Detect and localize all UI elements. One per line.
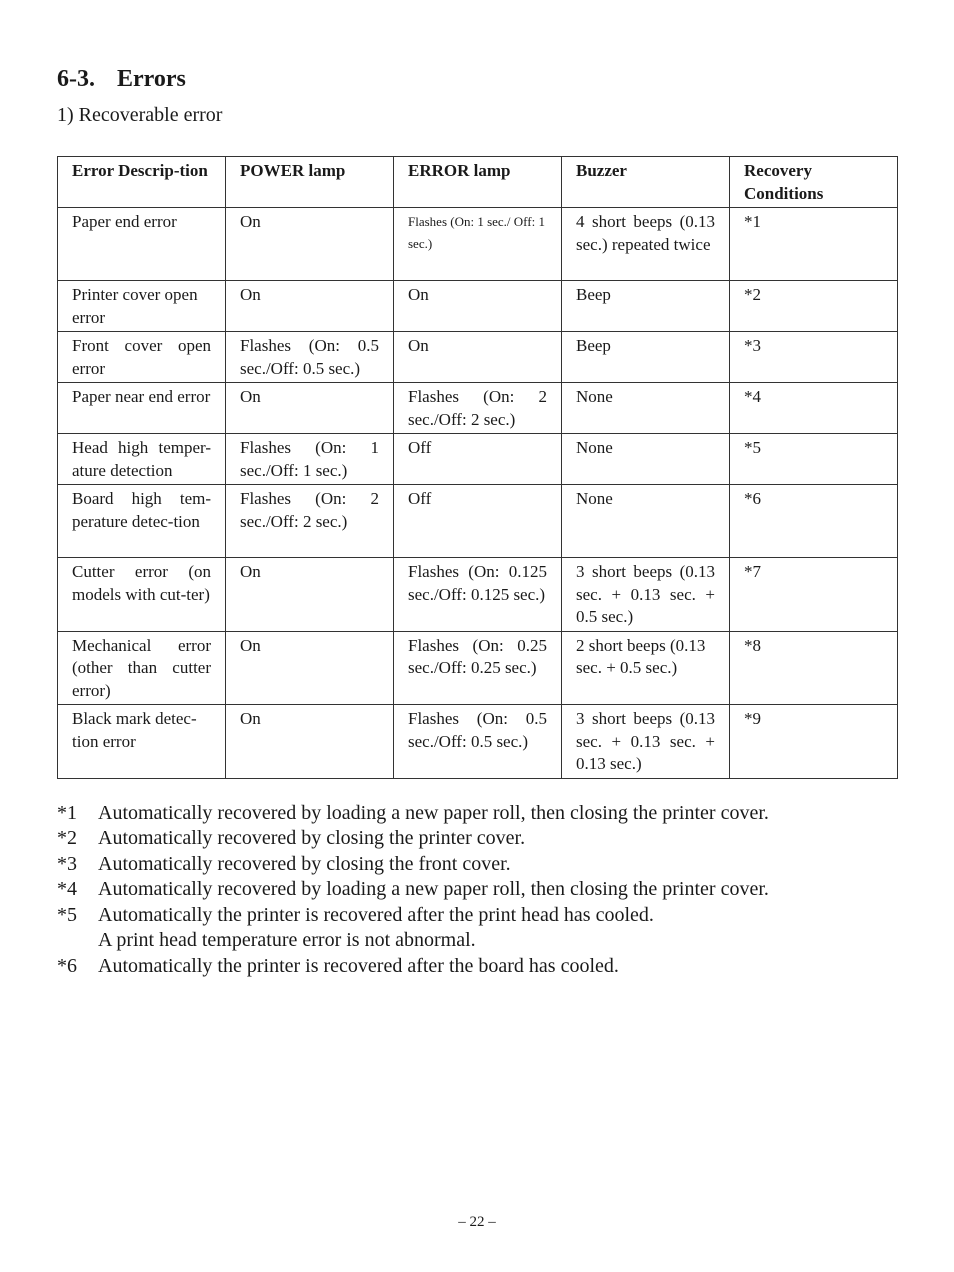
cell-buzzer: None — [562, 383, 730, 434]
table-row — [58, 558, 898, 632]
footnote-text: Automatically the printer is recovered after the board has cooled. — [98, 954, 619, 977]
cell-error-description: Head high temper-ature detection — [58, 434, 226, 485]
cell-power-lamp: Flashes (On: 2 sec./Off: 2 sec.) — [226, 485, 394, 558]
header-recovery-conditions: Recovery Conditions — [730, 157, 898, 208]
header-buzzer: Buzzer — [562, 157, 730, 208]
subheading: 1) Recoverable error — [57, 104, 223, 126]
cell-error-description: Black mark detec-tion error — [58, 705, 226, 779]
cell-error-lamp: Off — [394, 434, 562, 485]
cell-error-description: Board high tem-perature detec-tion — [58, 485, 226, 558]
footnote — [57, 852, 898, 878]
header-error-description: Error Descrip-tion — [58, 157, 226, 208]
footnote-mark: *3 — [57, 852, 77, 875]
footnote-text: Automatically recovered by loading a new paper roll, then closing the printer cover. — [98, 801, 769, 824]
cell-recovery: *2 — [730, 281, 898, 332]
footnotes — [57, 801, 898, 980]
cell-power-lamp: On — [226, 631, 394, 705]
cell-power-lamp: Flashes (On: 0.5 sec./Off: 0.5 sec.) — [226, 332, 394, 383]
table-row — [58, 434, 898, 485]
cell-recovery: *1 — [730, 208, 898, 281]
cell-recovery: *8 — [730, 631, 898, 705]
cell-power-lamp: On — [226, 705, 394, 779]
cell-recovery: *5 — [730, 434, 898, 485]
footnote-text-continued: A print head temperature error is not abnormal. — [98, 929, 476, 951]
section-number: 6-3. — [57, 66, 95, 92]
cell-power-lamp: Flashes (On: 1 sec./Off: 1 sec.) — [226, 434, 394, 485]
cell-power-lamp: On — [226, 383, 394, 434]
footnote-mark: *4 — [57, 878, 77, 900]
cell-recovery: *4 — [730, 383, 898, 434]
cell-power-lamp: On — [226, 558, 394, 632]
cell-recovery: *9 — [730, 705, 898, 779]
section-title: Errors — [117, 66, 186, 92]
footnote — [57, 903, 898, 954]
footnote-mark: *1 — [57, 801, 77, 824]
cell-buzzer: None — [562, 434, 730, 485]
table-row — [58, 332, 898, 383]
cell-recovery: *6 — [730, 485, 898, 558]
cell-buzzer: 4 short beeps (0.13 sec.) repeated twice — [562, 208, 730, 281]
error-table — [57, 156, 898, 779]
footnote-mark: *2 — [57, 827, 77, 849]
cell-error-lamp: Flashes (On: 0.25 sec./Off: 0.25 sec.) — [394, 631, 562, 705]
section-heading — [57, 62, 898, 96]
footnote — [57, 954, 898, 980]
footnote-text: Automatically the printer is recovered after the print head has cooled. — [98, 903, 654, 926]
cell-recovery: *3 — [730, 332, 898, 383]
header-error-lamp: ERROR lamp — [394, 157, 562, 208]
cell-buzzer: 2 short beeps (0.13 sec. + 0.5 sec.) — [562, 631, 730, 705]
cell-error-lamp: On — [394, 281, 562, 332]
table-header-row — [58, 157, 898, 208]
table-row — [58, 383, 898, 434]
cell-buzzer: Beep — [562, 332, 730, 383]
cell-error-description: Printer cover open error — [58, 281, 226, 332]
cell-error-description: Paper near end error — [58, 383, 226, 434]
footnote — [57, 877, 898, 903]
cell-power-lamp: On — [226, 208, 394, 281]
table-row — [58, 485, 898, 558]
cell-error-description: Front cover open error — [58, 332, 226, 383]
cell-error-lamp: Flashes (On: 0.5 sec./Off: 0.5 sec.) — [394, 705, 562, 779]
cell-error-description: Mechanical error (other than cutter error) — [58, 631, 226, 705]
cell-error-lamp: Flashes (On: 1 sec./ Off: 1 sec.) — [394, 208, 562, 281]
table-row — [58, 208, 898, 281]
table-row — [58, 705, 898, 779]
cell-error-lamp: Off — [394, 485, 562, 558]
cell-buzzer: None — [562, 485, 730, 558]
cell-power-lamp: On — [226, 281, 394, 332]
cell-buzzer: 3 short beeps (0.13 sec. + 0.13 sec. + 0.5 sec.) — [562, 558, 730, 632]
cell-error-description: Cutter error (on models with cut-ter) — [58, 558, 226, 632]
page-number: – 22 – — [458, 1214, 496, 1230]
document-page — [57, 62, 898, 979]
footnote — [57, 801, 898, 827]
table-row — [58, 281, 898, 332]
header-power-lamp: POWER lamp — [226, 157, 394, 208]
cell-buzzer: 3 short beeps (0.13 sec. + 0.13 sec. + 0.13 sec.) — [562, 705, 730, 779]
cell-error-lamp: Flashes (On: 2 sec./Off: 2 sec.) — [394, 383, 562, 434]
footnote-mark: *6 — [57, 954, 77, 977]
table-row — [58, 631, 898, 705]
footnote — [57, 826, 898, 852]
footnote-text: Automatically recovered by loading a new paper roll, then closing the printer cover. — [98, 878, 769, 900]
cell-recovery: *7 — [730, 558, 898, 632]
cell-buzzer: Beep — [562, 281, 730, 332]
cell-error-lamp: On — [394, 332, 562, 383]
footnote-text: Automatically recovered by closing the front cover. — [98, 852, 511, 875]
cell-error-lamp: Flashes (On: 0.125 sec./Off: 0.125 sec.) — [394, 558, 562, 632]
cell-error-description: Paper end error — [58, 208, 226, 281]
footnote-mark: *5 — [57, 903, 77, 926]
footnote-text: Automatically recovered by closing the printer cover. — [98, 827, 526, 849]
